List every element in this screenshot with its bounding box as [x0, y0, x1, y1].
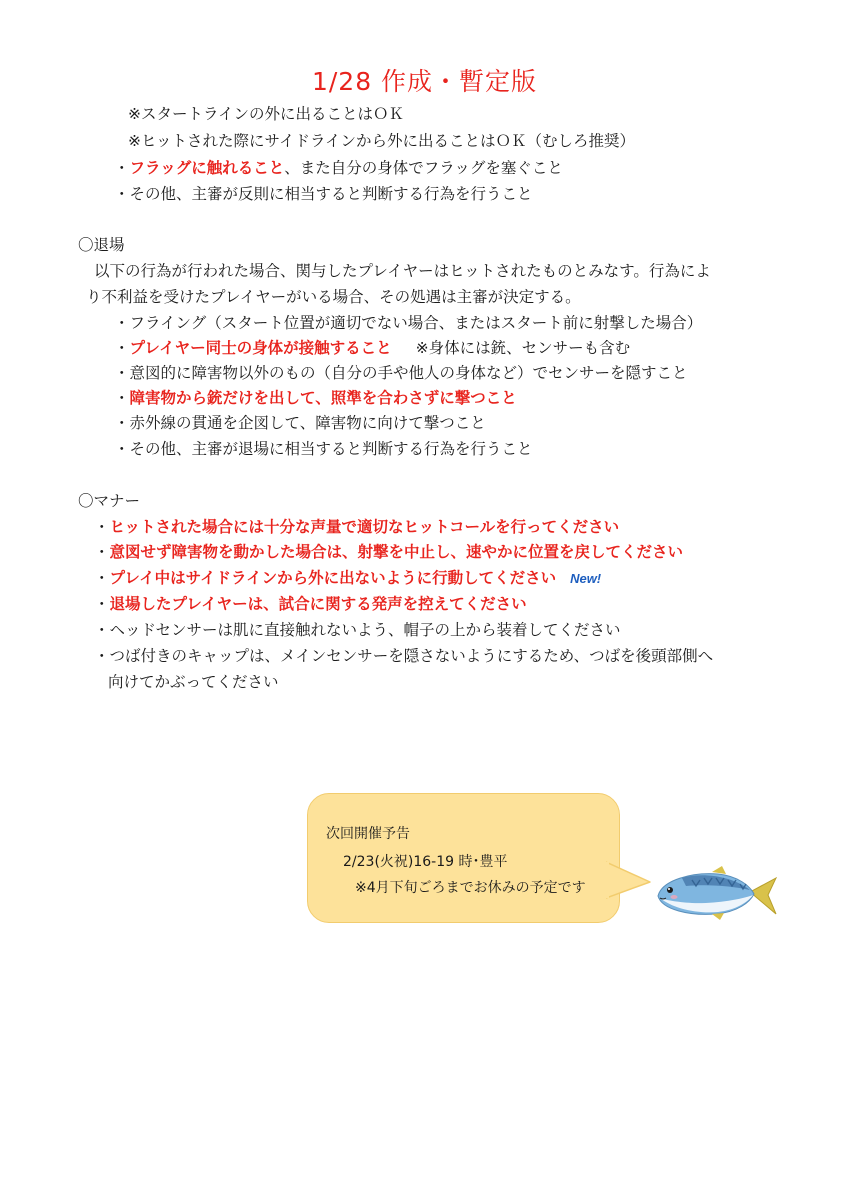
- manner-item-1-bullet: ・: [94, 518, 110, 536]
- intro-line-1: ※スタートラインの外に出ることはＯＫ: [128, 105, 405, 123]
- exit-item-5: ・赤外線の貫通を企図して、障害物に向けて撃つこと: [114, 414, 486, 432]
- mackerel-fish-icon: [652, 864, 778, 924]
- next-event-datetime: 2/23(火祝)16-19 時･豊平: [343, 854, 508, 870]
- manner-item-2-bullet: ・: [94, 543, 110, 561]
- exit-item-2: [114, 338, 630, 358]
- exit-paragraph-line-1: 以下の行為が行われた場合、関与したプレイヤーはヒットされたものとみなす。行為によ: [94, 262, 711, 280]
- exit-item-2-note: ※身体には銃、センサーも含む: [415, 339, 631, 357]
- exit-item-3: ・意図的に障害物以外のもの（自分の手や他人の身体など）でセンサーを隠すこと: [114, 364, 688, 382]
- exit-item-4: [114, 388, 517, 408]
- next-event-note: ※4月下旬ごろまでお休みの予定です: [355, 880, 586, 896]
- exit-paragraph-line-2: り不利益を受けたプレイヤーがいる場合、その処遇は主審が決定する。: [86, 288, 581, 306]
- exit-item-4-red: 障害物から銃だけを出して、照準を合わさずに撃つこと: [129, 389, 517, 407]
- manner-item-1: [94, 517, 619, 537]
- new-badge: New!: [570, 571, 602, 586]
- exit-item-2-red: プレイヤー同士の身体が接触すること: [129, 339, 392, 357]
- next-event-label: 次回開催予告: [326, 826, 410, 842]
- manner-item-6-line-1: ・つば付きのキャップは、メインセンサーを隠さないようにするため、つばを後頭部側へ: [94, 647, 714, 665]
- flag-rule-red: フラッグに触れること: [129, 159, 285, 177]
- manner-item-4-red: 退場したプレイヤーは、試合に関する発声を控えてください: [109, 595, 527, 613]
- exit-item-6: ・その他、主審が退場に相当すると判断する行為を行うこと: [114, 440, 533, 458]
- flag-rule-rest: 、また自分の身体でフラッグを塞ぐこと: [284, 159, 563, 177]
- manner-item-3-bullet: ・: [94, 569, 110, 587]
- flag-rule-bullet: ・: [114, 159, 130, 177]
- other-foul-rule: ・その他、主審が反則に相当すると判断する行為を行うこと: [114, 185, 533, 203]
- manner-item-1-red: ヒットされた場合には十分な声量で適切なヒットコールを行ってください: [109, 518, 620, 536]
- manner-item-3-red: プレイ中はサイドラインから外に出ないように行動してください: [109, 569, 557, 587]
- manner-item-2: [94, 542, 683, 562]
- exit-item-2-bullet: ・: [114, 339, 130, 357]
- section-heading-manner: 〇マナー: [78, 492, 141, 510]
- flag-rule: [114, 158, 563, 178]
- manner-item-5: ・ヘッドセンサーは肌に直接触れないよう、帽子の上から装着してください: [94, 621, 621, 639]
- manner-item-3: [94, 568, 601, 589]
- manner-item-2-red: 意図せず障害物を動かした場合は、射撃を中止し、速やかに位置を戻してください: [109, 543, 684, 561]
- page-title: 1/28 作成・暫定版: [311, 67, 538, 96]
- manner-item-6-line-2: 向けてかぶってください: [108, 673, 279, 691]
- section-heading-exit: 〇退場: [78, 236, 125, 254]
- bubble-tail: [606, 860, 652, 900]
- intro-line-2: ※ヒットされた際にサイドラインから外に出ることはＯＫ（むしろ推奨）: [128, 132, 635, 150]
- exit-item-4-bullet: ・: [114, 389, 130, 407]
- exit-item-1: ・フライング（スタート位置が適切でない場合、またはスタート前に射撃した場合）: [114, 314, 703, 332]
- manner-item-4: [94, 594, 527, 614]
- manner-item-4-bullet: ・: [94, 595, 110, 613]
